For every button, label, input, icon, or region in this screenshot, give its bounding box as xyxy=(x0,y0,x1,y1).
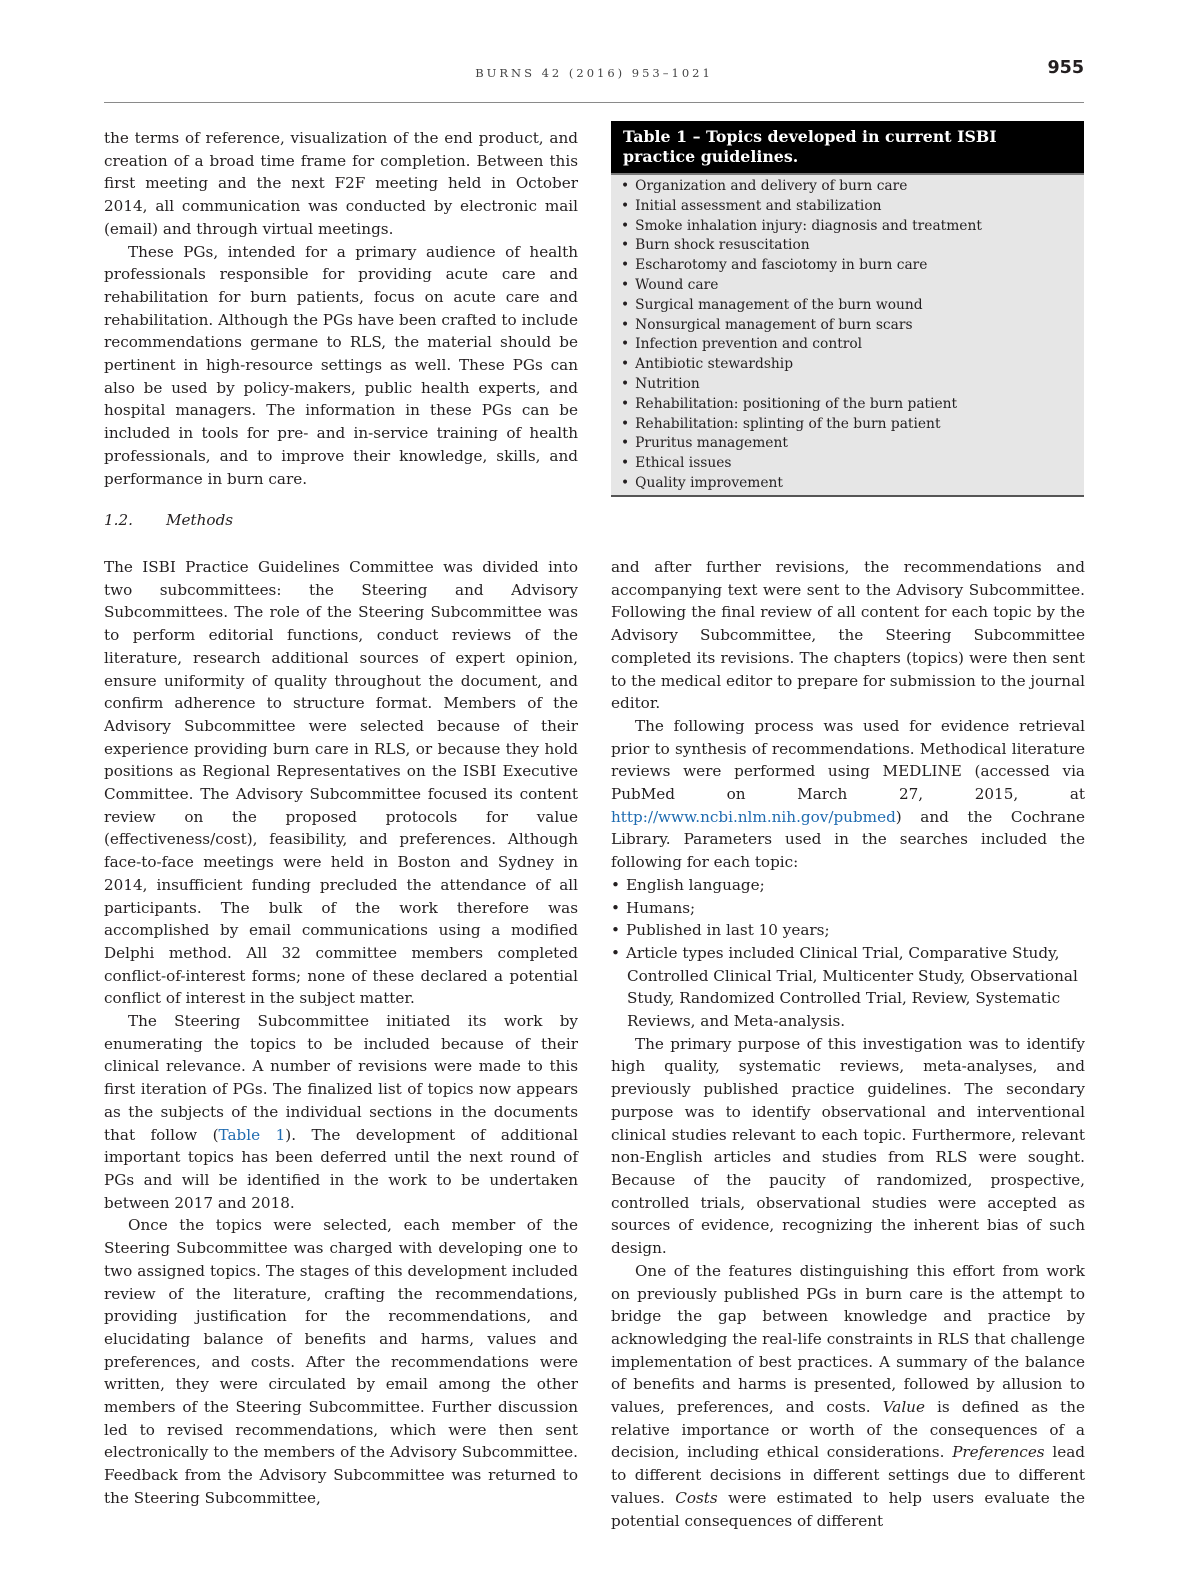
topic-item: • Surgical management of the burn wound xyxy=(621,296,1074,316)
topic-item: • Infection prevention and control xyxy=(621,335,1074,355)
paragraph: These PGs, intended for a primary audience of health professionals responsible for providing acute care and rehabilitation for burn patients, focus on acute care and rehabilitation. Although the PGs have been crafted to include recommendations germane to RLS, the material should be pertinent in high-resource settings as well. These PGs can also be used by policy-makers, public health experts, and hospital managers. The information in these PGs can be included in tools for pre- and in-service training of health professionals, and to improve their knowledge, skills, and performance in burn care. xyxy=(104,242,578,488)
page-number: 955 xyxy=(1047,58,1084,78)
paragraph: the terms of reference, visualization of the end product, and creation of a broad time frame for completion. Between this first meeting and the next F2F meeting held in October 2014, all communication was conducted by electronic mail (email) and through virtual meetings. xyxy=(104,129,578,238)
right-column xyxy=(611,556,1085,1532)
topic-item: • Wound care xyxy=(621,276,1074,296)
paragraph: Once the topics were selected, each member of the Steering Subcommittee was charged with developing one to two assigned topics. The stages of this development included review of the literature, crafting the recommendations, providing justification for the recommendations, and elucidating balance of benefits and harms, values and preferences, and costs. After the recommendations were written, they were circulated by email among the other members of the Steering Subcommittee. Further discussion led to revised recommendations, which were then sent electronically to the members of the Advisory Subcommittee. Feedback from the Advisory Subcommittee was returned to the Steering Subcommittee, xyxy=(104,1216,578,1507)
paragraph: The primary purpose of this investigation was to identify high quality, systematic reviews, meta-analyses, and previously published practice guidelines. The secondary purpose was to identify observational and interventional clinical studies relevant to each topic. Furthermore, relevant non-English articles and studies from RLS were sought. Because of the paucity of randomized, prospective, controlled trials, observational studies were accepted as sources of evidence, recognizing the inherent bias of such design. xyxy=(611,1034,1085,1258)
list-item: • English language; xyxy=(611,874,1085,897)
topic-item: • Ethical issues xyxy=(621,454,1074,474)
paragraph: The following process was used for evidence retrieval prior to synthesis of recommendations. Methodical literature reviews were performed using MEDLINE (accessed via PubMed on March 27, 2015, at http://www.ncbi.nlm.nih.gov/pubmed) and the Cochrane Library. Parameters used in the searches included the following for each topic: xyxy=(611,716,1085,872)
table-caption: Table 1 – Topics developed in current ISBI practice guidelines. xyxy=(611,121,1084,173)
intro-text-block xyxy=(104,127,578,490)
topic-item: • Organization and delivery of burn care xyxy=(621,177,1074,197)
topic-item: • Burn shock resuscitation xyxy=(621,236,1074,256)
search-parameter-list xyxy=(611,874,1085,1033)
topic-item: • Rehabilitation: positioning of the burn patient xyxy=(621,395,1074,415)
pubmed-link[interactable]: http://www.ncbi.nlm.nih.gov/pubmed xyxy=(611,807,896,826)
left-column xyxy=(104,556,578,1510)
table-1-link[interactable]: Table 1 xyxy=(218,1125,286,1144)
list-item: • Humans; xyxy=(611,897,1085,920)
list-item: • Published in last 10 years; xyxy=(611,919,1085,942)
running-header xyxy=(104,58,1084,103)
paragraph: and after further revisions, the recommendations and accompanying text were sent to the Advisory Subcommittee. Following the final review of all content for each topic by the Advisory Subcommittee, the Steering Subcommittee completed its revisions. The chapters (topics) were then sent to the medical editor to prepare for submission to the journal editor. xyxy=(611,558,1085,713)
table-1 xyxy=(611,121,1084,497)
section-heading xyxy=(104,511,233,529)
paragraph: The ISBI Practice Guidelines Committee was divided into two subcommittees: the Steering and Advisory Subcommittees. The role of the Steering Subcommittee was to perform editorial functions, conduct reviews of the literature, research additional sources of expert opinion, ensure uniformity of quality throughout the document, and confirm adherence to structure format. Members of the Advisory Subcommittee were selected because of their experience providing burn care in RLS, or because they hold positions as Regional Representatives on the ISBI Executive Committee. The Advisory Subcommittee focused its content review on the proposed protocols for value (effectiveness/cost), feasibility, and preferences. Although face-to-face meetings were held in Boston and Sydney in 2014, insufficient funding precluded the attendance of all participants. The bulk of the work therefore was accomplished by email communications using a modified Delphi method. All 32 committee members completed conflict-of-interest forms; none of these declared a potential conflict of interest in the subject matter. xyxy=(104,558,578,1008)
topic-item: • Quality improvement xyxy=(621,474,1074,494)
topic-item: • Initial assessment and stabilization xyxy=(621,197,1074,217)
section-title: Methods xyxy=(166,511,234,529)
journal-citation: BURNS 42 (2016) 953–1021 xyxy=(475,66,713,80)
topic-item: • Pruritus management xyxy=(621,434,1074,454)
paragraph: The Steering Subcommittee initiated its work by enumerating the topics to be included because of their clinical relevance. A number of revisions were made to this first iteration of PGs. The finalized list of topics now appears as the subjects of the individual sections in the documents that follow (Table 1). The development of additional important topics has been deferred until the next round of PGs and will be identified in the work to be undertaken between 2017 and 2018. xyxy=(104,1012,579,1212)
topic-list xyxy=(611,173,1084,495)
section-number: 1.2. xyxy=(104,511,133,529)
topic-item: • Escharotomy and fasciotomy in burn care xyxy=(621,256,1074,276)
topic-item: • Nutrition xyxy=(621,375,1074,395)
list-item: • Article types included Clinical Trial, Comparative Study, Controlled Clinical Trial, Multicenter Study, Observational Study, Randomized Controlled Trial, Review, Systematic Reviews, and Meta-analysis. xyxy=(611,942,1085,1033)
paragraph: One of the features distinguishing this effort from work on previously published PGs in burn care is the attempt to bridge the gap between knowledge and practice by acknowledging the real-life constraints in RLS that challenge implementation of best practices. A summary of the balance of benefits and harms is presented, followed by allusion to values, preferences, and costs. Value is defined as the relative importance or worth of the consequences of a decision, including ethical considerations. Preferences lead to different decisions in different settings due to different values. Costs were estimated to help users evaluate the potential consequences of different xyxy=(611,1261,1086,1530)
topic-item: • Antibiotic stewardship xyxy=(621,355,1074,375)
topic-item: • Rehabilitation: splinting of the burn patient xyxy=(621,415,1074,435)
topic-item: • Smoke inhalation injury: diagnosis and treatment xyxy=(621,217,1074,237)
topic-item: • Nonsurgical management of burn scars xyxy=(621,316,1074,336)
